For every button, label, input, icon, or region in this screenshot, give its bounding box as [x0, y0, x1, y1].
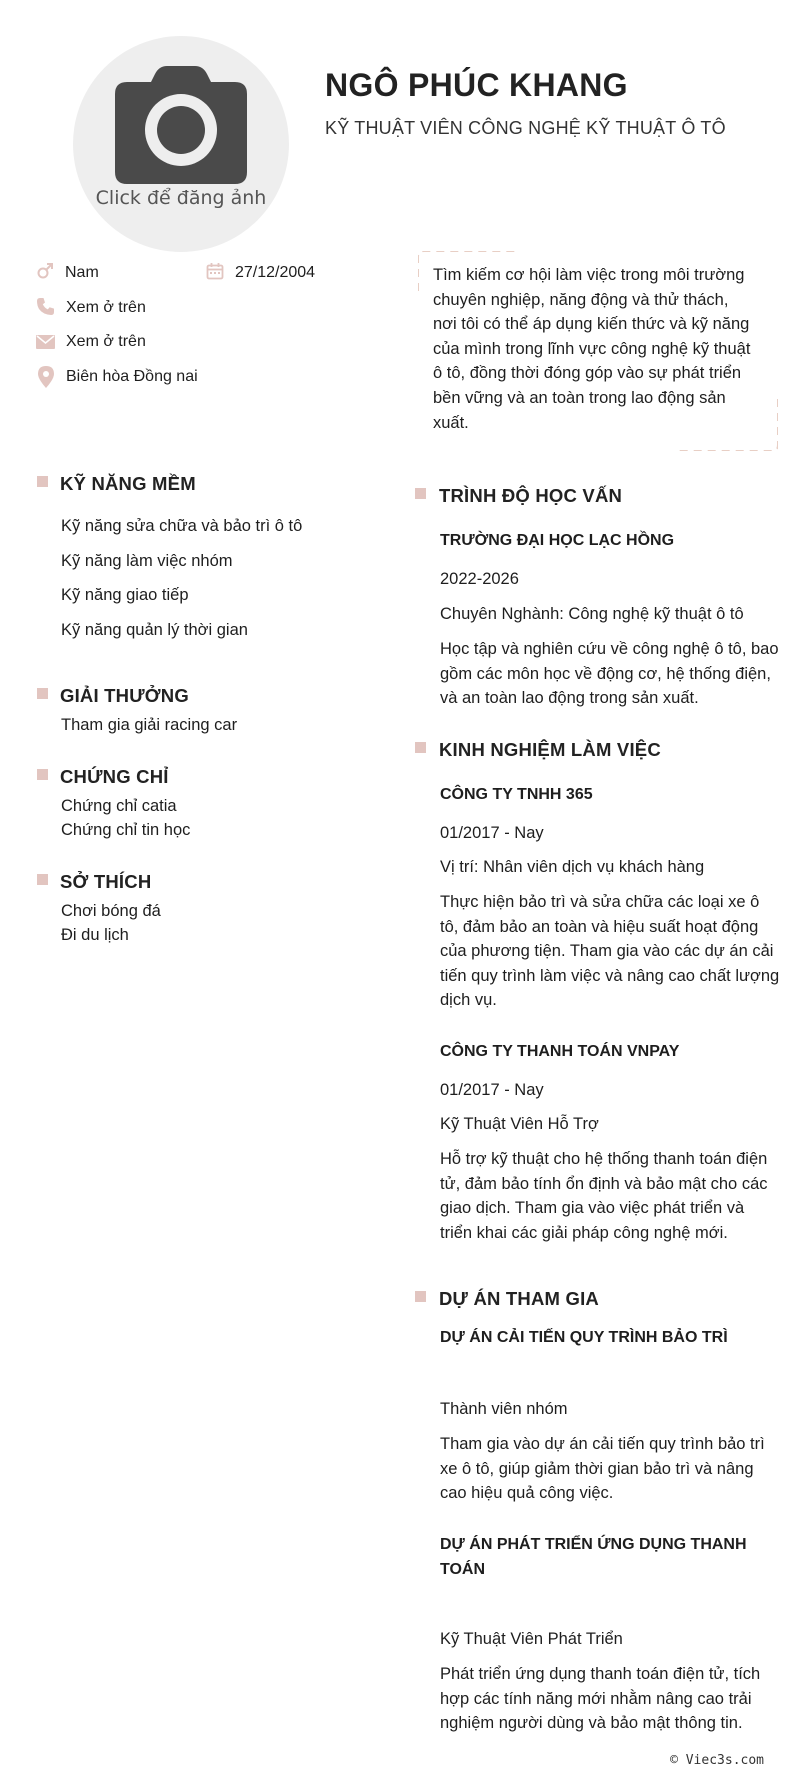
school-name: TRƯỜNG ĐẠI HỌC LẠC HỒNG: [440, 532, 675, 549]
job-position: Vị trí: Nhân viên dịch vụ khách hàng: [440, 858, 705, 876]
section-marker: [37, 769, 48, 780]
gender-value: Nam: [65, 264, 99, 281]
education-major: Chuyên Nghành: Công nghệ kỹ thuật ô tô: [440, 605, 744, 623]
job-position: Kỹ Thuật Viên Hỗ Trợ: [440, 1115, 599, 1133]
calendar-icon: [206, 262, 224, 280]
objective-text: Tìm kiếm cơ hội làm việc trong môi trường chuyên nghiệp, năng động và thử thách, nơi tôi có thể áp dụng kiến thức và kỹ năng của mình trong lĩnh vực công nghệ kỹ thuật ô tô, đồng thời đóng góp vào sự phát triển bền vững và an toàn trong lao động sản xuất.: [433, 266, 751, 432]
phone-icon: [36, 297, 55, 316]
section-marker: [37, 874, 48, 885]
photo-caption: Click để đăng ảnh: [95, 187, 267, 209]
section-marker: [37, 476, 48, 487]
soft-skill-item: Kỹ năng sửa chữa và bảo trì ô tô: [61, 517, 303, 535]
watermark-footer: © Viec3s.com: [670, 1753, 764, 1768]
job-title: KỸ THUẬT VIÊN CÔNG NGHỆ KỸ THUẬT Ô TÔ: [325, 118, 726, 138]
job-description: Hỗ trợ kỹ thuật cho hệ thống thanh toán điện tử, đảm bảo tính ổn định và bảo mật cho các giao dịch. Tham gia vào việc phát triển và triển khai các giải pháp công nghệ mới.: [440, 1150, 768, 1242]
soft-skills-heading: KỸ NĂNG MỀM: [60, 473, 196, 494]
education-description: Học tập và nghiên cứu về công nghệ ô tô, bao gồm các môn học về động cơ, hệ thống điện, và an toàn lao động trong sản xuất.: [440, 640, 779, 708]
mail-icon: [36, 335, 55, 349]
job-description: Thực hiện bảo trì và sửa chữa các loại xe ô tô, đảm bảo an toàn và hiệu suất hoạt động của phương tiện. Tham gia vào các dự án cải tiến quy trình làm việc và nâng cao chất lượng dịch vụ.: [440, 893, 780, 1010]
hobby-item: Đi du lịch: [61, 926, 129, 944]
soft-skill-item: Kỹ năng quản lý thời gian: [61, 621, 248, 639]
certificate-item: Chứng chỉ tin học: [61, 821, 191, 839]
award-item: Tham gia giải racing car: [61, 716, 238, 734]
camera-icon: [115, 66, 247, 184]
profile-photo-upload[interactable]: [73, 36, 289, 252]
job-period: 01/2017 - Nay: [440, 1081, 544, 1099]
section-marker: [415, 488, 426, 499]
hobbies-heading: SỞ THÍCH: [60, 871, 152, 892]
project-description: Tham gia vào dự án cải tiến quy trình bảo trì xe ô tô, giúp giảm thời gian bảo trì và nâng cao hiệu quả công việc.: [440, 1435, 765, 1503]
location-pin-icon: [38, 366, 54, 388]
soft-skill-item: Kỹ năng làm việc nhóm: [61, 552, 233, 570]
company-name: CÔNG TY THANH TOÁN VNPAY: [440, 1043, 680, 1060]
project-role: Thành viên nhóm: [440, 1400, 568, 1418]
projects-heading: DỰ ÁN THAM GIA: [439, 1288, 599, 1309]
experience-heading: KINH NGHIỆM LÀM VIỆC: [439, 739, 661, 760]
section-marker: [415, 742, 426, 753]
address-value: Biên hòa Đồng nai: [66, 368, 198, 385]
phone-value: Xem ở trên: [66, 299, 146, 316]
email-value: Xem ở trên: [66, 333, 146, 350]
education-period: 2022-2026: [440, 570, 519, 588]
project-name: DỰ ÁN PHÁT TRIỂN ỨNG DỤNG THANH TOÁN: [440, 1536, 747, 1578]
hobby-item: Chơi bóng đá: [61, 902, 161, 920]
company-name: CÔNG TY TNHH 365: [440, 786, 593, 803]
certificates-heading: CHỨNG CHỈ: [60, 766, 169, 787]
project-name: DỰ ÁN CẢI TIẾN QUY TRÌNH BẢO TRÌ: [440, 1329, 728, 1346]
certificate-item: Chứng chỉ catia: [61, 797, 177, 815]
education-heading: TRÌNH ĐỘ HỌC VẤN: [439, 485, 623, 506]
section-marker: [415, 1291, 426, 1302]
birthday-value: 27/12/2004: [235, 264, 316, 281]
project-description: Phát triển ứng dụng thanh toán điện tử, tích hợp các tính năng mới nhằm nâng cao trải nghiệm người dùng và bảo mật thông tin.: [440, 1665, 761, 1733]
gender-icon: [36, 262, 54, 280]
job-period: 01/2017 - Nay: [440, 824, 544, 842]
soft-skill-item: Kỹ năng giao tiếp: [61, 586, 189, 604]
candidate-name: NGÔ PHÚC KHANG: [325, 67, 628, 103]
career-objective: [418, 251, 778, 451]
awards-heading: GIẢI THƯỞNG: [60, 685, 189, 706]
project-role: Kỹ Thuật Viên Phát Triển: [440, 1630, 623, 1648]
section-marker: [37, 688, 48, 699]
